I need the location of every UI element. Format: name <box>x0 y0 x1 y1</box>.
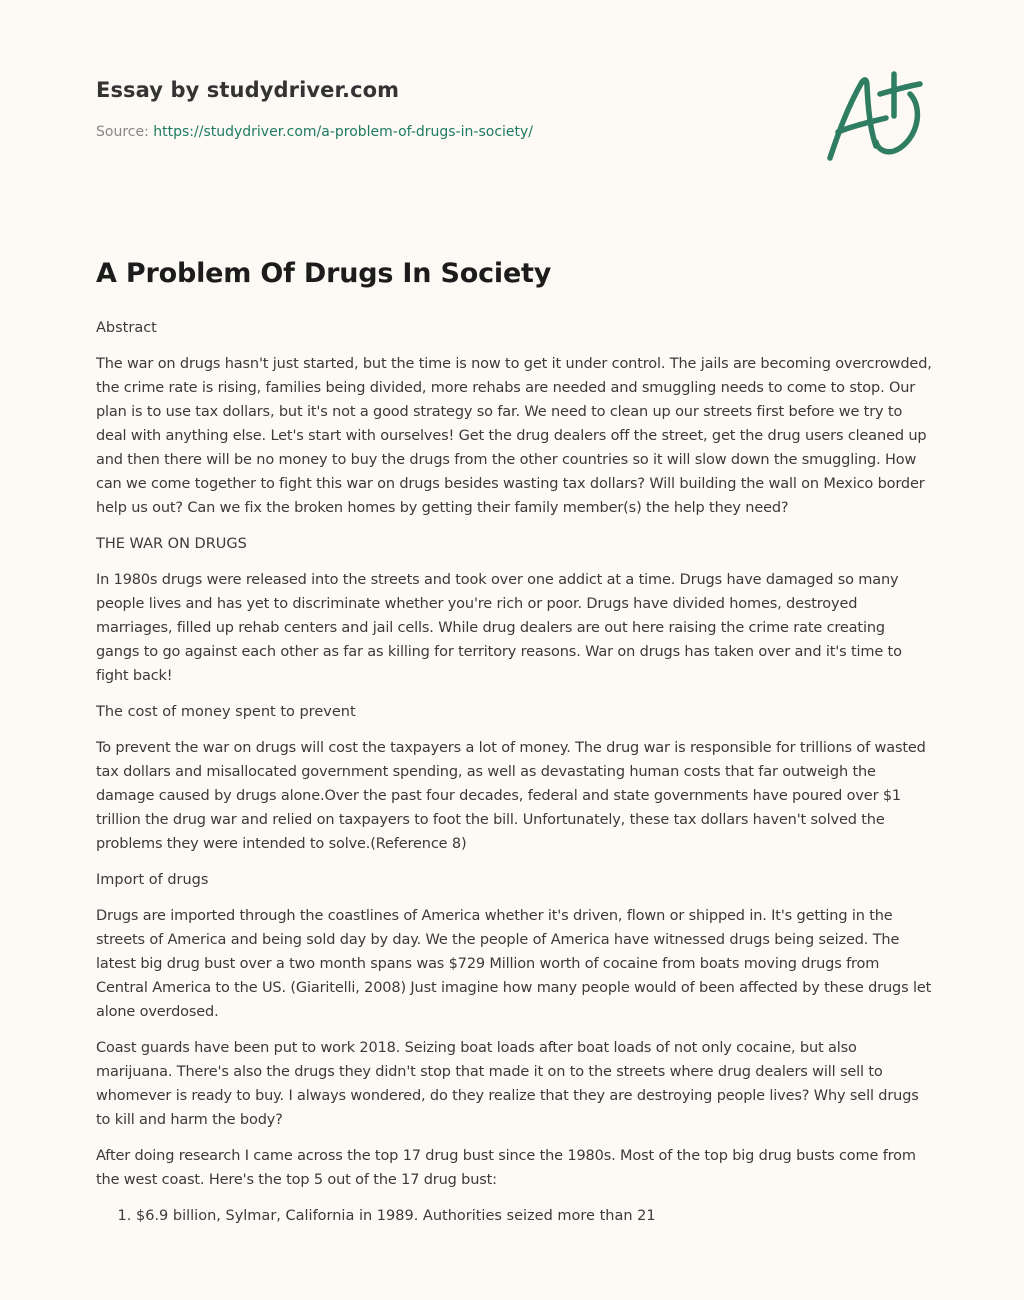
brand-title: Essay by studydriver.com <box>96 78 400 102</box>
paragraph: The war on drugs hasn't just started, but the time is now to get it under control. The jails are becoming overcrowded, the crime rate is rising, families being divided, more rehabs are needed and smuggling needs to come to stop. Our plan is to use tax dollars, but it's not a good strategy so far. We need to clean up our streets first before we try to deal with anything else. Let's start with ourselves! Get the drug dealers off the street, get the drug users cleaned up and then there will be no money to buy the drugs from the other countries so it will slow down the smuggling. How can we come together to fight this war on drugs besides wasting tax dollars? Will building the wall on Mexico border help us out? Can we fix the broken homes by getting their family member(s) the help they need? <box>96 356 932 516</box>
section-heading-cost: The cost of money spent to prevent <box>96 704 356 720</box>
paragraph: Drugs are imported through the coastlines of America whether it's driven, flown or shipped in. It's getting in the streets of America and being sold day by day. We the people of America have witnessed drugs being seized. The latest big drug bust over a two month spans was $729 Million worth of cocaine from boats moving drugs from Central America to the US. (Giaritelli, 2008) Just imagine how many people would of been affected by these drugs let alone overdosed. <box>96 908 932 1020</box>
section-heading-war-on-drugs: THE WAR ON DRUGS <box>96 536 247 552</box>
source-line <box>96 122 796 142</box>
paragraph: In 1980s drugs were released into the streets and took over one addict at a time. Drugs have damaged so many people lives and has yet to discriminate whether you're rich or poor. Drugs have divided homes, destroyed marriages, filled up rehab centers and jail cells. While drug dealers are out here raising the crime rate creating gangs to go against each other as far as killing for territory reasons. War on drugs has taken over and it's time to fight back! <box>96 572 902 684</box>
section-heading-import: Import of drugs <box>96 872 209 888</box>
section-heading-abstract: Abstract <box>96 320 157 336</box>
a-plus-grade-icon <box>822 68 926 164</box>
paragraph: After doing research I came across the top 17 drug bust since the 1980s. Most of the top big drug busts come from the west coast. Here's the top 5 out of the 17 drug bust: <box>96 1148 916 1188</box>
list-item: 1. $6.9 billion, Sylmar, California in 1989. Authorities seized more than 21 <box>136 1204 932 1228</box>
source-label: Source: <box>96 124 154 140</box>
paragraph: Coast guards have been put to work 2018. Seizing boat loads after boat loads of not only cocaine, but also marijuana. There's also the drugs they didn't stop that made it on to the streets where drug dealers will sell to whomever is ready to buy. I always wondered, do they realize that they are destroying people lives? Why sell drugs to kill and harm the body? <box>96 1040 919 1128</box>
essay-body <box>96 254 932 1228</box>
source-link[interactable]: https://studydriver.com/a-problem-of-drugs-in-society/ <box>153 124 534 140</box>
paragraph: To prevent the war on drugs will cost the taxpayers a lot of money. The drug war is responsible for trillions of wasted tax dollars and misallocated government spending, as well as devastating human costs that far outweigh the damage caused by drugs alone.Over the past four decades, federal and state governments have poured over $1 trillion the drug war and relied on taxpayers to foot the bill. Unfortunately, these tax dollars haven't solved the problems they were intended to solve.(Reference 8) <box>96 740 926 852</box>
drug-bust-list <box>96 1204 932 1228</box>
essay-header <box>96 74 796 142</box>
essay-title: A Problem Of Drugs In Society <box>96 258 552 289</box>
